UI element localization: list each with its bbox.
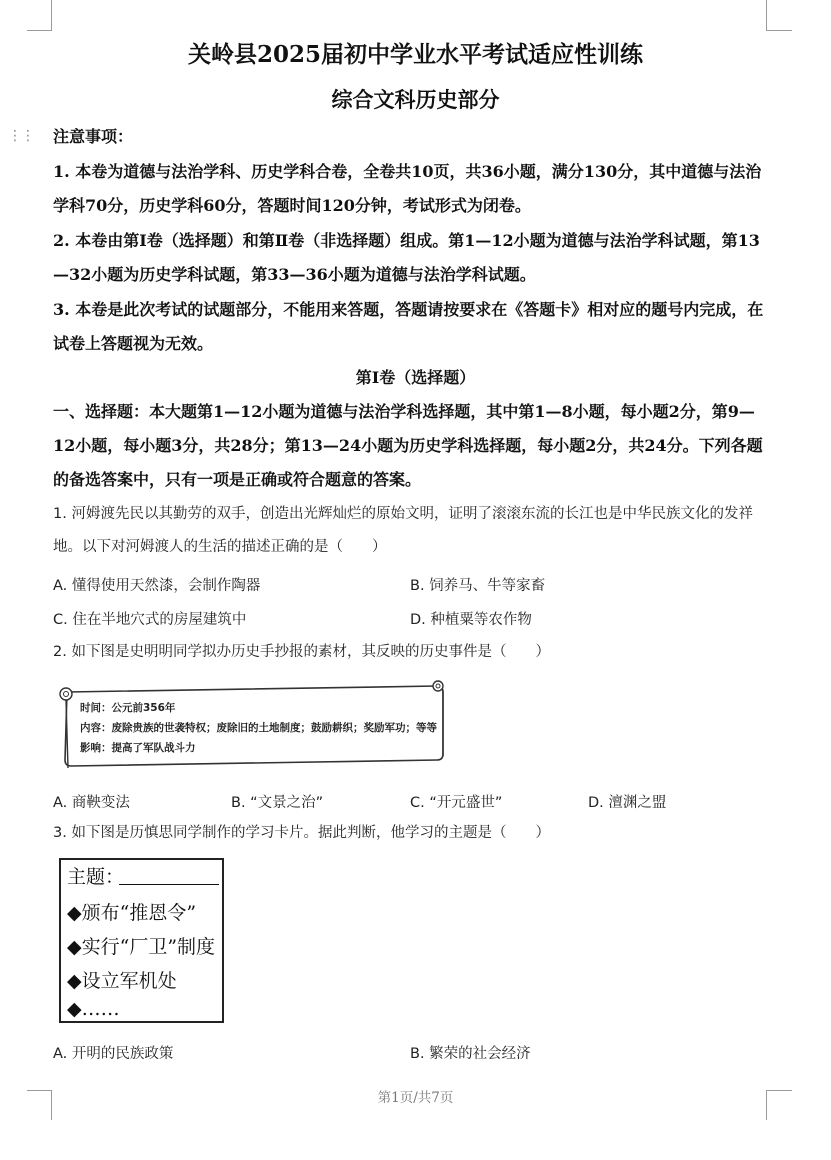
notice-item-3: 3. 本卷是此次考试的试题部分，不能用来答题，答题请按要求在《答题卡》相对应的题号内完成，在试卷上答题视为无效。 <box>53 300 764 353</box>
question-1-option-a[interactable]: A. 懂得使用天然漆，会制作陶器 <box>53 578 261 594</box>
question-1-option-c[interactable]: C. 住在半地穴式的房屋建筑中 <box>53 612 247 628</box>
section-intro: 一、选择题：本大题第1—12小题为道德与法治学科选择题，其中第1—8小题，每小题2分，第9—12小题，每小题3分，共28分；第13—24小题为历史学科选择题，每小题2分，共24分。下列各题的备选答案中，只有一项是正确或符合题意的答案。 <box>53 402 763 489</box>
notice-item-1: 1. 本卷为道德与法治学科、历史学科合卷，全卷共10页，共36小题，满分130分，其中道德与法治学科70分，历史学科60分，答题时间120分钟，考试形式为闭卷。 <box>53 162 762 215</box>
question-2-option-c[interactable]: C. “开元盛世” <box>410 795 503 811</box>
card-topic: 主题： <box>67 866 125 888</box>
question-3-option-b[interactable]: B. 繁荣的社会经济 <box>410 1046 531 1062</box>
question-3-option-a[interactable]: A. 开明的民族政策 <box>53 1046 174 1062</box>
question-1-option-b[interactable]: B. 饲养马、牛等家畜 <box>410 578 546 594</box>
question-2-option-d[interactable]: D. 澶渊之盟 <box>588 795 667 811</box>
card-line-2: ◆实行“厂卫”制度 <box>67 936 216 958</box>
notice-item-2: 2. 本卷由第Ⅰ卷（选择题）和第Ⅱ卷（非选择题）组成。第1—12小题为道德与法治学科试题，第13—32小题为历史学科试题，第33—36小题为道德与法治学科试题。 <box>53 231 760 284</box>
page-number: 第1页/共7页 <box>377 1090 454 1106</box>
card-line-3: ◆设立军机处 <box>67 970 177 992</box>
drag-handle-icon[interactable]: ⋮⋮ <box>8 128 34 144</box>
scroll-impact: 影响：提高了军队战斗力 <box>80 742 196 754</box>
question-1-option-d[interactable]: D. 种植粟等农作物 <box>410 612 532 628</box>
crop-mark <box>766 30 792 31</box>
card-line-4: ◆…… <box>67 998 120 1020</box>
scroll-time: 时间：公元前356年 <box>80 702 176 714</box>
scroll-content: 内容：废除贵族的世袭特权；废除旧的土地制度；鼓励耕织；奖励军功；等等 <box>80 722 437 734</box>
study-card-image <box>59 858 224 1023</box>
question-2-stem: 2. 如下图是史明明同学拟办历史手抄报的素材，其反映的历史事件是（ ） <box>53 644 550 660</box>
question-1-stem: 1. 河姆渡先民以其勤劳的双手，创造出光辉灿烂的原始文明，证明了滚滚东流的长江也是中华民族文化的发祥地。以下对河姆渡人的生活的描述正确的是（ ） <box>53 506 753 555</box>
question-2-option-a[interactable]: A. 商鞅变法 <box>53 795 130 811</box>
card-line-1: ◆颁布“推恩令” <box>67 902 197 924</box>
section-title: 第Ⅰ卷（选择题） <box>355 368 476 387</box>
page-subtitle: 综合文科历史部分 <box>331 87 500 112</box>
card-topic-blank <box>119 884 219 885</box>
question-2-option-b[interactable]: B. “文景之治” <box>231 795 324 811</box>
crop-mark <box>766 0 767 30</box>
crop-mark <box>51 0 52 30</box>
question-3-stem: 3. 如下图是历慎思同学制作的学习卡片。据此判断，他学习的主题是（ ） <box>53 825 550 841</box>
crop-mark <box>27 30 52 31</box>
notice-label: 注意事项： <box>53 127 134 146</box>
page-title: 关岭县2025届初中学业水平考试适应性训练 <box>187 41 643 68</box>
